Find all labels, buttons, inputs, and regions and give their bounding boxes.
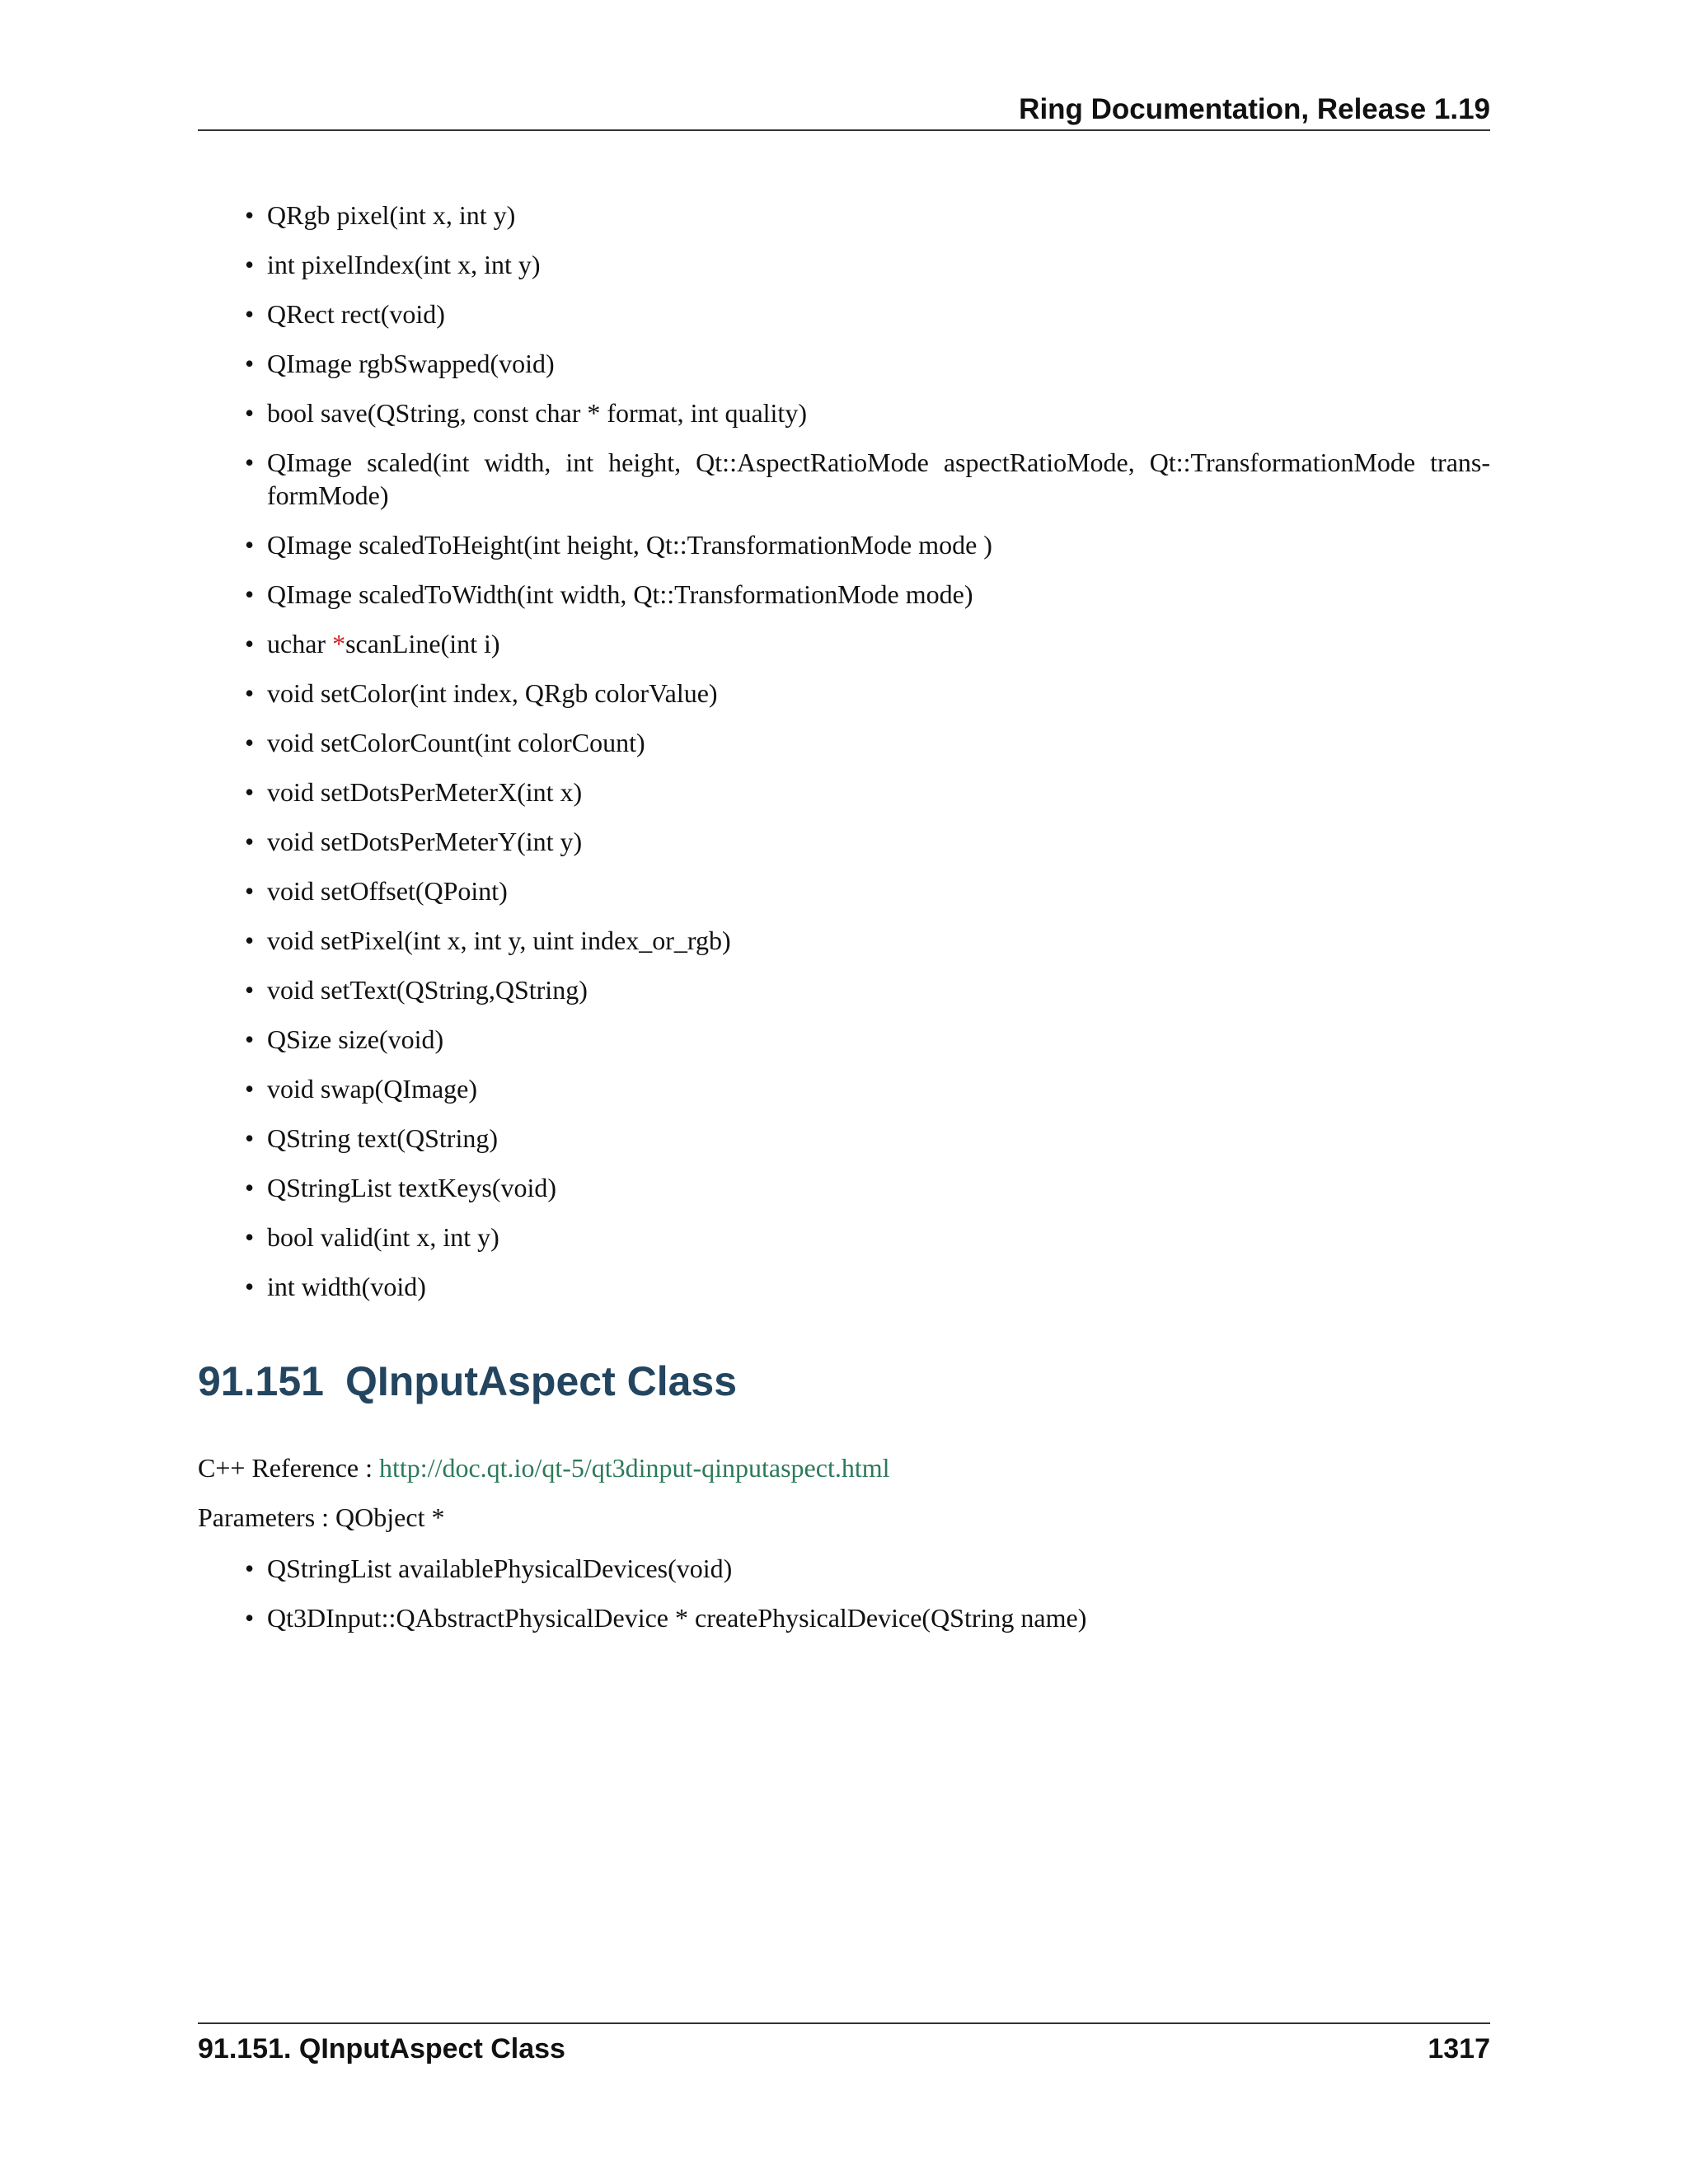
bullet-icon: • — [245, 349, 255, 378]
bullet-icon: • — [245, 629, 255, 658]
list-item — [198, 1122, 1490, 1155]
bullet-icon: • — [245, 200, 255, 230]
list-item — [198, 347, 1490, 380]
document-page — [198, 0, 1490, 2184]
section-number: 91.151 — [198, 1358, 324, 1404]
method-return-type: uchar — [267, 629, 333, 658]
bullet-icon: • — [245, 975, 255, 1005]
cpp-reference-label: C++ Reference : — [198, 1453, 379, 1483]
method-signature: void setDotsPerMeterX(int x) — [267, 777, 583, 807]
running-header: Ring Documentation, Release 1.19 — [1019, 93, 1490, 125]
bullet-icon: • — [245, 579, 255, 609]
bullet-icon: • — [245, 299, 255, 329]
list-item — [198, 248, 1490, 281]
list-item — [198, 1270, 1490, 1303]
list-item — [198, 677, 1490, 710]
method-signature: Qt3DInput::QAbstractPhysicalDevice * createPhysicalDevice(QString name) — [267, 1603, 1087, 1633]
method-signature: int width(void) — [267, 1272, 426, 1301]
list-item — [198, 1221, 1490, 1254]
list-item — [198, 1072, 1490, 1105]
list-item — [198, 825, 1490, 858]
cpp-reference-link[interactable]: http://doc.qt.io/qt-5/qt3dinput-qinputaspect.html — [379, 1453, 890, 1483]
section-method-list — [198, 1552, 1490, 1651]
cpp-reference-line — [198, 1451, 890, 1484]
footer-divider — [198, 2022, 1490, 2024]
bullet-icon: • — [245, 250, 255, 279]
bullet-icon: • — [245, 827, 255, 856]
bullet-icon: • — [245, 1222, 255, 1252]
bullet-icon: • — [245, 1173, 255, 1202]
list-item — [198, 1552, 1490, 1585]
list-item — [198, 446, 1490, 512]
list-item — [198, 528, 1490, 561]
method-signature: void setColorCount(int colorCount) — [267, 728, 645, 757]
bullet-icon: • — [245, 678, 255, 708]
method-signature: void swap(QImage) — [267, 1074, 478, 1104]
bullet-icon: • — [245, 1272, 255, 1301]
list-item — [198, 1171, 1490, 1204]
parameters-line: Parameters : QObject * — [198, 1502, 445, 1532]
section-title: QInputAspect Class — [345, 1358, 738, 1404]
list-item — [198, 578, 1490, 611]
method-signature: bool save(QString, const char * format, int quality) — [267, 398, 807, 428]
method-signature: void setPixel(int x, int y, uint index_or_rgb) — [267, 926, 731, 955]
method-name: scanLine(int i) — [345, 629, 500, 658]
list-item — [198, 973, 1490, 1006]
bullet-icon: • — [245, 926, 255, 955]
method-signature: QRgb pixel(int x, int y) — [267, 200, 516, 230]
method-signature: QImage scaledToHeight(int height, Qt::TransformationMode mode ) — [267, 530, 992, 560]
list-item — [198, 298, 1490, 330]
method-signature: void setOffset(QPoint) — [267, 876, 508, 906]
method-signature: QSize size(void) — [267, 1024, 444, 1054]
list-item — [198, 396, 1490, 429]
method-signature: QImage rgbSwapped(void) — [267, 349, 555, 378]
method-signature: void setColor(int index, QRgb colorValue) — [267, 678, 718, 708]
bullet-icon: • — [245, 1554, 255, 1583]
bullet-icon: • — [245, 1123, 255, 1153]
footer-page-number: 1317 — [1428, 2033, 1490, 2064]
method-signature: int pixelIndex(int x, int y) — [267, 250, 541, 279]
pointer-asterisk: * — [332, 629, 346, 658]
bullet-icon: • — [245, 1024, 255, 1054]
list-item — [198, 627, 1490, 660]
section-heading — [198, 1357, 737, 1405]
list-item — [198, 776, 1490, 808]
bullet-icon: • — [245, 448, 255, 477]
bullet-icon: • — [245, 777, 255, 807]
method-signature: QString text(QString) — [267, 1123, 498, 1153]
list-item — [198, 1023, 1490, 1056]
method-signature: void setDotsPerMeterY(int y) — [267, 827, 583, 856]
method-signature: QStringList textKeys(void) — [267, 1173, 557, 1202]
method-signature: bool valid(int x, int y) — [267, 1222, 499, 1252]
bullet-icon: • — [245, 1074, 255, 1104]
method-signature: QImage scaledToWidth(int width, Qt::TransformationMode mode) — [267, 579, 973, 609]
method-signature: void setText(QString,QString) — [267, 975, 588, 1005]
list-item — [198, 874, 1490, 907]
footer-section-label: 91.151. QInputAspect Class — [198, 2033, 565, 2064]
bullet-icon: • — [245, 530, 255, 560]
method-list — [198, 199, 1490, 1319]
list-item — [198, 1601, 1490, 1634]
method-signature: QRect rect(void) — [267, 299, 445, 329]
list-item — [198, 924, 1490, 957]
method-signature: QImage scaled(int width, int height, Qt::AspectRatioMode aspectRatioMode, Qt::TransformationMode trans-formMode) — [267, 448, 1490, 510]
list-item — [198, 726, 1490, 759]
bullet-icon: • — [245, 876, 255, 906]
bullet-icon: • — [245, 1603, 255, 1633]
header-divider — [198, 129, 1490, 131]
list-item — [198, 199, 1490, 232]
method-signature: QStringList availablePhysicalDevices(void) — [267, 1554, 733, 1583]
bullet-icon: • — [245, 398, 255, 428]
bullet-icon: • — [245, 728, 255, 757]
